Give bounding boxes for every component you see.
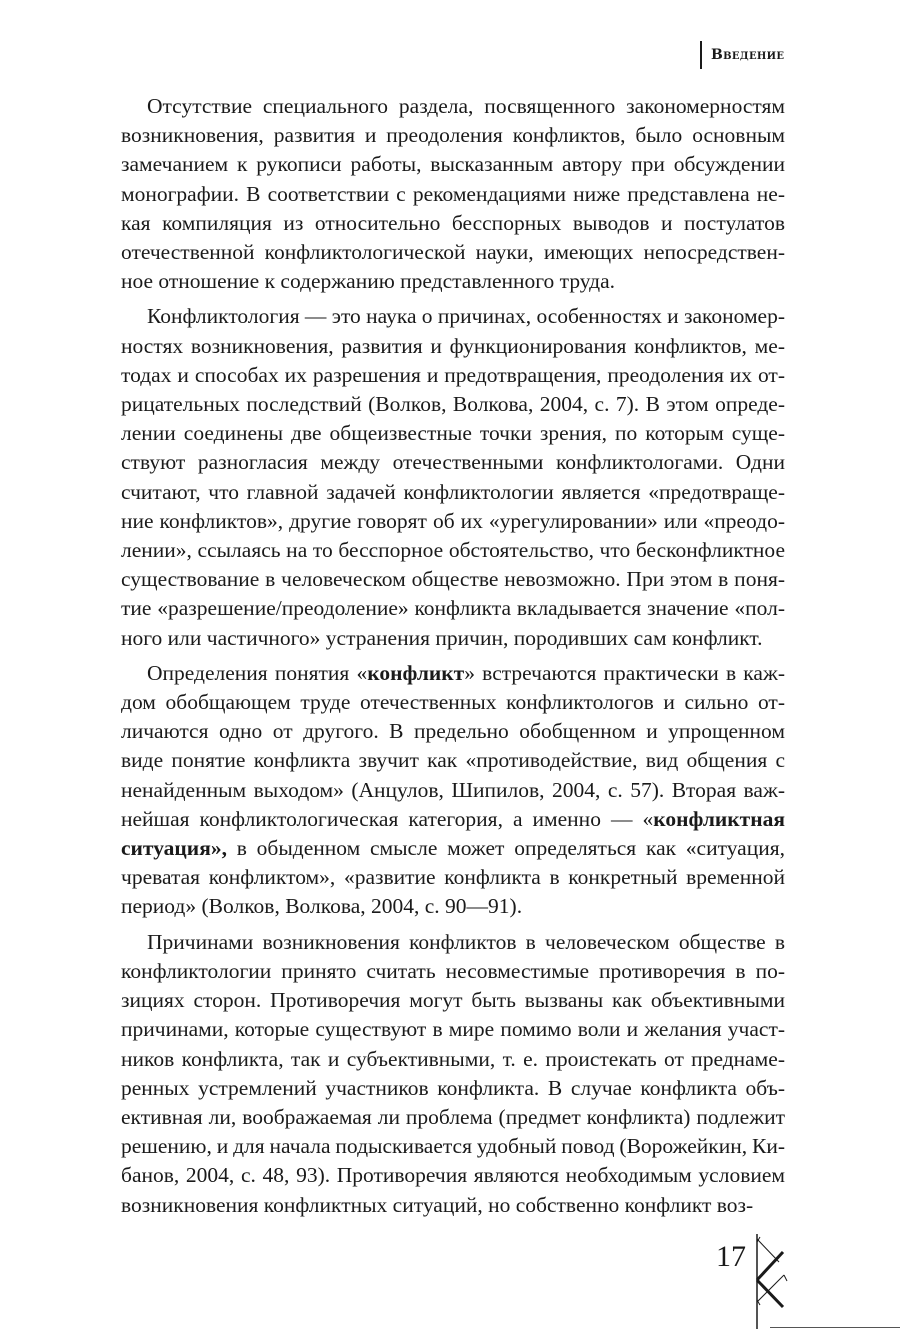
- text-line-content: [121, 805, 785, 834]
- text-line-content: [121, 834, 785, 863]
- text-line: [121, 536, 785, 565]
- text-line: [121, 267, 785, 296]
- text-line-content: банов, 2004, с. 48, 93). Противоречия являются необходимым условием: [121, 1163, 785, 1188]
- text-line-content: ние конфликтов», другие говорят об их «урегулировании» или «преодо-: [121, 508, 785, 533]
- text-line: [121, 717, 785, 746]
- text-line-content: возникновения конфликтных ситуаций, но собственно конфликт воз-: [121, 1192, 754, 1217]
- paragraphs: [121, 92, 785, 1220]
- text-line: [121, 957, 785, 986]
- text-line-content: ренных устремлений участников конфликта. В случае конфликта объ-: [121, 1075, 785, 1100]
- text-line-content: [121, 659, 785, 688]
- text-line: [121, 238, 785, 267]
- text-line-content: рицательных последствий (Волков, Волкова, 2004, с. 7). В этом опреде-: [121, 392, 785, 417]
- text-line-content: дом обобщающем труде отечественных конфликтологов и сильно от-: [121, 690, 785, 715]
- bold-term: конфликт: [367, 660, 465, 685]
- text-run: Определения понятия «: [147, 660, 368, 685]
- text-line-content: личаются одно от другого. В предельно обобщенном и упрощенном: [121, 719, 785, 744]
- paragraph: [121, 659, 785, 922]
- text-line-content: ненайденным выходом» (Анцулов, Шипилов, 2004, с. 57). Вторая важ-: [121, 777, 785, 802]
- text-line: [121, 121, 785, 150]
- text-line: [121, 928, 785, 957]
- text-line: [121, 209, 785, 238]
- running-head: [700, 40, 784, 70]
- text-line: [121, 986, 785, 1015]
- text-line: [121, 92, 785, 121]
- text-line: [121, 863, 785, 892]
- page-number: 17: [716, 1239, 746, 1273]
- text-line: [121, 1191, 785, 1220]
- text-line: [121, 594, 785, 623]
- page-footer: [121, 1234, 785, 1329]
- text-line: [121, 332, 785, 361]
- running-head-title: Введение: [711, 47, 785, 63]
- text-line-content: ное отношение к содержанию представленного труда.: [121, 269, 616, 294]
- text-line-content: виде понятие конфликта звучит как «противодействие, вид общения с: [121, 748, 785, 773]
- text-line-content: замечанием к рукописи работы, высказанным автору при обсуждении: [121, 152, 785, 177]
- text-line-content: решению, и для начала подыскивается удобный повод (Ворожейкин, Ки-: [121, 1134, 785, 1159]
- text-line: [121, 565, 785, 594]
- text-line-content: лении соединены две общеизвестные точки зрения, по которым суще-: [121, 421, 785, 446]
- text-line-content: Причинами возникновения конфликтов в человеческом обществе в: [147, 929, 785, 954]
- text-line: [121, 805, 785, 834]
- text-line-content: зициях сторон. Противоречия могут быть вызваны как объективными: [121, 988, 785, 1013]
- text-line: [121, 361, 785, 390]
- text-line: [121, 419, 785, 448]
- text-line-content: конфликтологии принято считать несовместимые противоречия в по-: [121, 958, 785, 983]
- text-line: [121, 624, 785, 653]
- text-line-content: тодах и способах их разрешения и предотвращения, преодоления их от-: [121, 362, 785, 387]
- text-line-content: лении», ссылаясь на то бесспорное обстоятельство, что бесконфликтное: [121, 538, 785, 563]
- text-line-content: ностях возникновения, развития и функционирования конфликтов, ме-: [121, 333, 785, 358]
- text-line: [121, 1103, 785, 1132]
- text-line: [121, 1132, 785, 1161]
- text-line-content: причинами, которые существуют в мире помимо воли и желания участ-: [121, 1017, 785, 1042]
- bold-term: конфликтная: [653, 806, 785, 831]
- paragraph: [121, 928, 785, 1220]
- text-line-content: чреватая конфликтом», «развитие конфликта в конкретный временной: [121, 865, 785, 890]
- text-line-content: период» (Волков, Волкова, 2004, с. 90—91).: [121, 894, 523, 919]
- text-line: [121, 150, 785, 179]
- text-line: [121, 659, 785, 688]
- text-run: нейшая конфликтологическая категория, а именно — «: [121, 806, 654, 831]
- text-line: [121, 1015, 785, 1044]
- page-ornament-icon: [748, 1234, 798, 1329]
- text-line: [121, 180, 785, 209]
- text-line-content: ективная ли, воображаемая ли проблема (предмет конфликта) подлежит: [121, 1104, 785, 1129]
- text-line-content: тие «разрешение/преодоление» конфликта вкладывается значение «пол-: [121, 596, 785, 621]
- text-line: [121, 448, 785, 477]
- text-line-content: ников конфликта, так и субъективными, т. е. проистекать от преднаме-: [121, 1046, 785, 1071]
- text-line: [121, 1161, 785, 1190]
- text-line: [121, 507, 785, 536]
- text-line-content: считают, что главной задачей конфликтологии является «предотвраще-: [121, 479, 785, 504]
- bold-term: ситуация»,: [121, 836, 227, 861]
- paragraph: [121, 92, 785, 296]
- running-head-rule: [700, 41, 702, 69]
- text-line: [121, 746, 785, 775]
- text-line: [121, 892, 785, 921]
- text-line-content: существование в человеческом обществе невозможно. При этом в поня-: [121, 567, 785, 592]
- text-line: [121, 390, 785, 419]
- text-line: [121, 478, 785, 507]
- text-line: [121, 302, 785, 331]
- text-line-content: Конфликтология — это наука о причинах, особенностях и закономер-: [147, 304, 785, 329]
- text-line: [121, 688, 785, 717]
- text-line-content: ствуют разногласия между отечественными конфликтологами. Одни: [121, 450, 785, 475]
- footer-rule: [770, 1327, 900, 1328]
- text-line-content: возникновения, развития и преодоления конфликтов, было основным: [121, 123, 785, 148]
- text-line: [121, 776, 785, 805]
- text-run: в обыденном смысле может определяться как «ситуация,: [226, 836, 785, 861]
- text-line: [121, 1074, 785, 1103]
- text-line: [121, 834, 785, 863]
- text-line-content: Отсутствие специального раздела, посвященного закономерностям: [147, 94, 785, 118]
- text-line-content: отечественной конфликтологической науки, имеющих непосредствен-: [121, 240, 785, 265]
- text-line: [121, 1045, 785, 1074]
- text-line-content: кая компиляция из относительно бесспорных выводов и постулатов: [121, 210, 785, 235]
- body-text: [121, 92, 785, 1329]
- text-run: » встречаются практически в каж-: [464, 660, 785, 685]
- text-line-content: ного или частичного» устранения причин, породивших сам конфликт.: [121, 625, 763, 650]
- paragraph: [121, 302, 785, 652]
- text-line-content: монографии. В соответствии с рекомендациями ниже представлена не-: [121, 181, 785, 206]
